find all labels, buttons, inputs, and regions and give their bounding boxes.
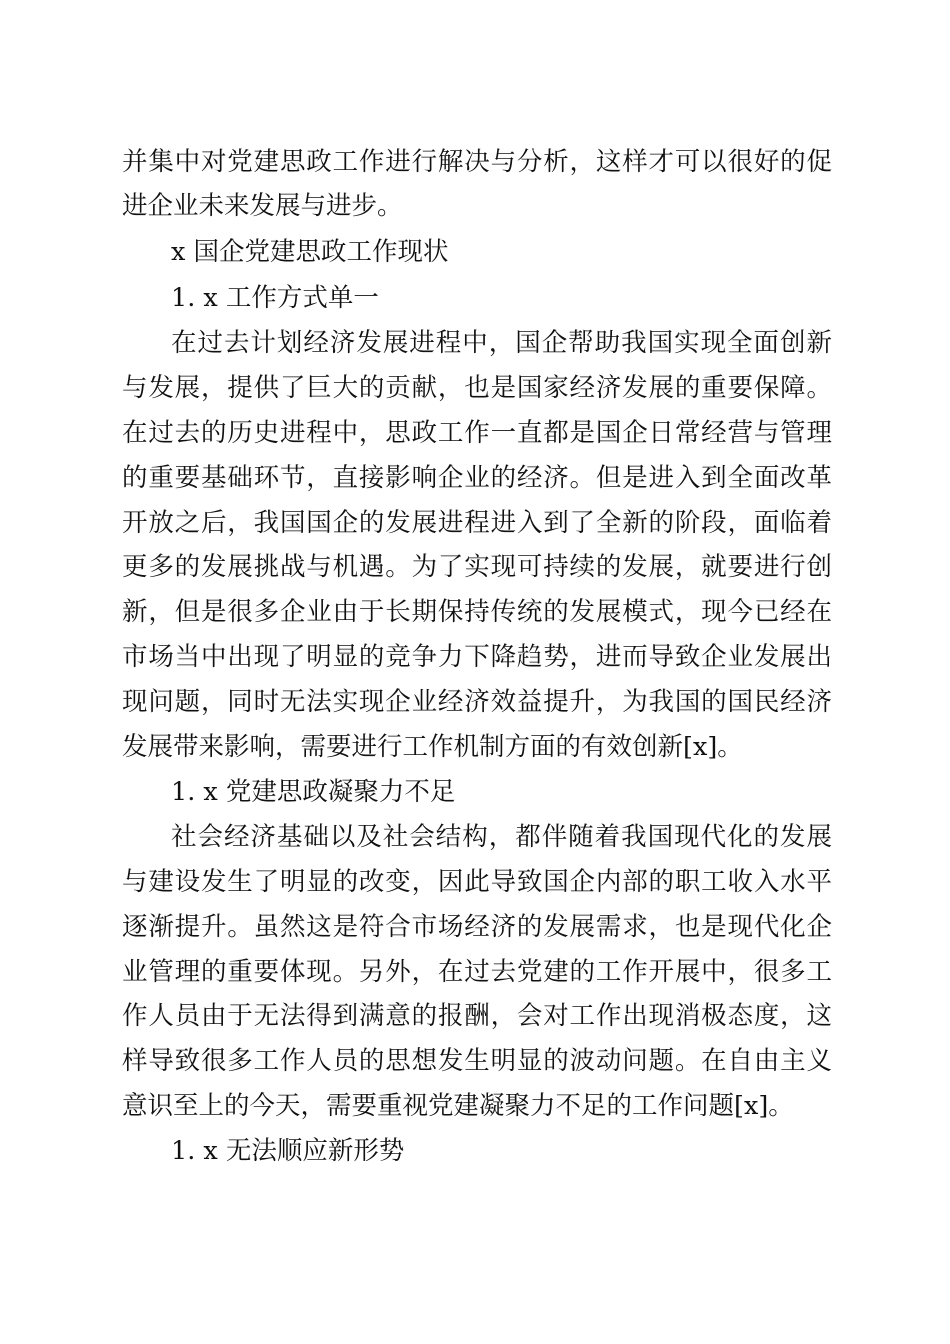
paragraph-line: 进企业未来发展与进步。 xyxy=(122,191,403,221)
paragraph-line: 与发展，提供了巨大的贡献，也是国家经济发展的重要保障。 xyxy=(122,373,832,403)
paragraph-line: 的重要基础环节，直接影响企业的经济。但是进入到全面改革 xyxy=(122,463,832,493)
paragraph-line: 在过去计划经济发展进程中，国企帮助我国实现全面创新 xyxy=(171,328,832,358)
paragraph-line: 现问题，同时无法实现企业经济效益提升，为我国的国民经济 xyxy=(122,687,832,717)
subsection-title: 1. x 工作方式单一 xyxy=(171,283,379,313)
paragraph-line: 在过去的历史进程中，思政工作一直都是国企日常经营与管理 xyxy=(122,418,832,448)
paragraph-line: 发展带来影响，需要进行工作机制方面的有效创新[x]。 xyxy=(122,732,743,762)
paragraph-line: 更多的发展挑战与机遇。为了实现可持续的发展，就要进行创 xyxy=(122,552,832,582)
paragraph-line: 意识至上的今天，需要重视党建凝聚力不足的工作问题[x]。 xyxy=(122,1091,794,1121)
paragraph-line: 与建设发生了明显的改变，因此导致国企内部的职工收入水平 xyxy=(122,867,832,897)
paragraph-line: 社会经济基础以及社会结构，都伴随着我国现代化的发展 xyxy=(171,822,832,852)
paragraph-line: 新，但是很多企业由于长期保持传统的发展模式，现今已经在 xyxy=(122,597,832,627)
paragraph-line: 市场当中出现了明显的竞争力下降趋势，进而导致企业发展出 xyxy=(122,642,832,672)
subsection-title: 1. x 党建思政凝聚力不足 xyxy=(171,777,456,807)
subsection-title: 1. x 无法顺应新形势 xyxy=(171,1136,405,1166)
paragraph-line: 样导致很多工作人员的思想发生明显的波动问题。在自由主义 xyxy=(122,1046,832,1076)
paragraph-line: 业管理的重要体现。另外，在过去党建的工作开展中，很多工 xyxy=(122,957,832,987)
paragraph-line: 并集中对党建思政工作进行解决与分析，这样才可以很好的促 xyxy=(122,147,832,177)
paragraph-line: 作人员由于无法得到满意的报酬，会对工作出现消极态度，这 xyxy=(122,1001,832,1031)
paragraph-line: 开放之后，我国国企的发展进程进入到了全新的阶段，面临着 xyxy=(122,508,832,538)
section-title: x 国企党建思政工作现状 xyxy=(171,237,449,267)
paragraph-line: 逐渐提升。虽然这是符合市场经济的发展需求，也是现代化企 xyxy=(122,912,832,942)
